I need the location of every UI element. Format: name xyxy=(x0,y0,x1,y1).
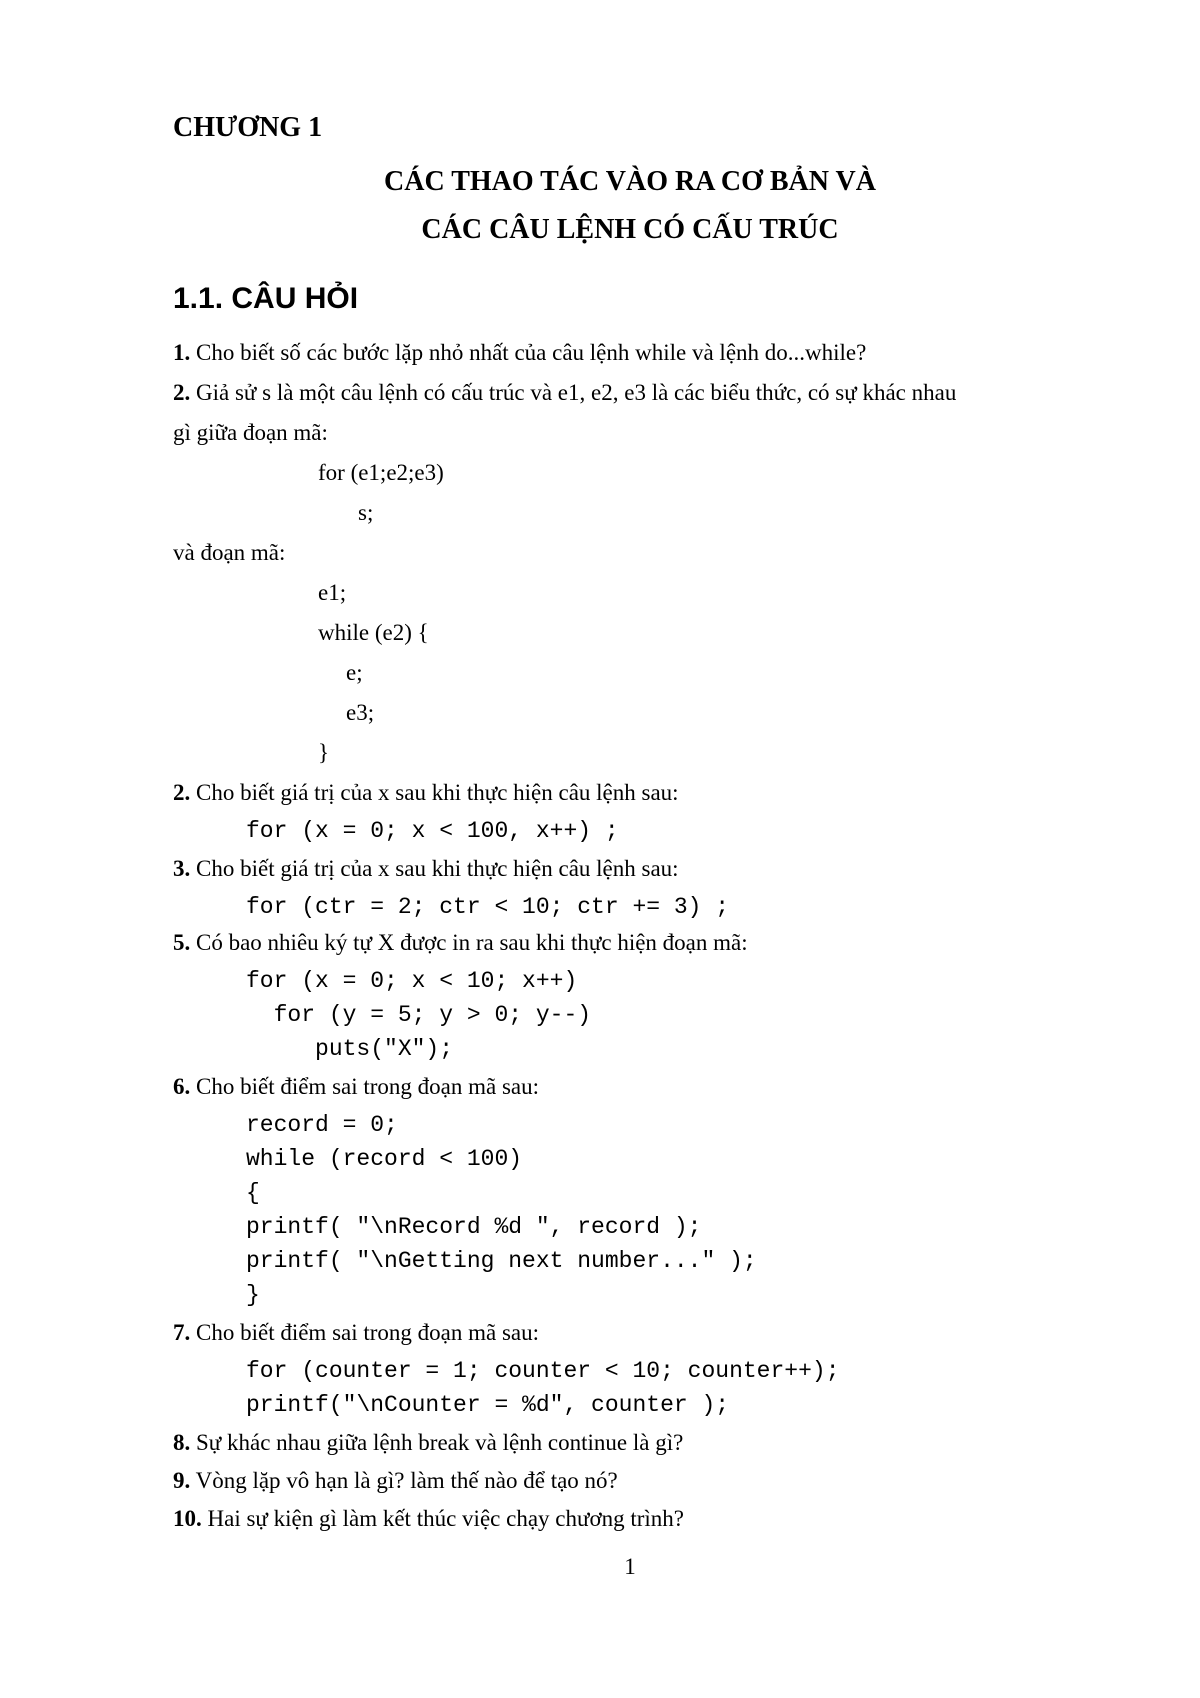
question-number: 8. xyxy=(173,1430,191,1455)
code-line: for (ctr = 2; ctr < 10; ctr += 3) ; xyxy=(246,894,730,920)
section-heading: 1.1. CÂU HỎI xyxy=(173,282,359,315)
code-line: while (record < 100) xyxy=(246,1146,523,1172)
question-text: Hai sự kiện gì làm kết thúc việc chạy chương trình? xyxy=(201,1506,685,1531)
question-2a xyxy=(173,378,956,408)
code-line: printf( "\nGetting next number..." ); xyxy=(246,1248,757,1274)
question-number: 10. xyxy=(173,1506,202,1531)
question-8 xyxy=(173,1428,683,1458)
code-line: s; xyxy=(358,500,374,525)
and-code-label: và đoạn mã: xyxy=(173,540,286,565)
question-9 xyxy=(173,1466,618,1496)
chapter-title-line-2: CÁC CÂU LỆNH CÓ CẤU TRÚC xyxy=(421,214,839,245)
question-text: Có bao nhiêu ký tự X được in ra sau khi thực hiện đoạn mã: xyxy=(190,930,748,955)
code-line: e3; xyxy=(346,700,375,725)
question-10 xyxy=(173,1504,684,1534)
code-line: while (e2) { xyxy=(318,620,429,645)
code-line: for (e1;e2;e3) xyxy=(318,460,444,485)
question-number: 1. xyxy=(173,340,191,365)
chapter-label: CHƯƠNG 1 xyxy=(173,112,323,143)
code-line: record = 0; xyxy=(246,1112,398,1138)
question-number: 7. xyxy=(173,1320,191,1345)
code-line: } xyxy=(246,1282,260,1308)
code-line: { xyxy=(246,1180,260,1206)
code-line: e1; xyxy=(318,580,347,605)
question-text: Sự khác nhau giữa lệnh break và lệnh continue là gì? xyxy=(190,1430,684,1455)
question-text: Cho biết giá trị của x sau khi thực hiện câu lệnh sau: xyxy=(190,780,679,805)
question-number: 6. xyxy=(173,1074,191,1099)
question-number: 3. xyxy=(173,856,191,881)
question-text: Cho biết điểm sai trong đoạn mã sau: xyxy=(190,1320,540,1345)
code-line: for (x = 0; x < 10; x++) xyxy=(246,968,578,994)
question-text: Cho biết số các bước lặp nhỏ nhất của câu lệnh while và lệnh do...while? xyxy=(190,340,867,365)
code-line: printf( "\nRecord %d ", record ); xyxy=(246,1214,702,1240)
question-2b xyxy=(173,778,679,808)
code-line: printf("\nCounter = %d", counter ); xyxy=(246,1392,730,1418)
code-line: for (y = 5; y > 0; y--) xyxy=(246,1002,592,1028)
question-7 xyxy=(173,1318,539,1348)
page-number: 1 xyxy=(624,1554,636,1579)
question-2a-continuation: gì giữa đoạn mã: xyxy=(173,420,328,445)
question-number: 5. xyxy=(173,930,191,955)
code-line: for (x = 0; x < 100, x++) ; xyxy=(246,818,619,844)
question-text: Cho biết điểm sai trong đoạn mã sau: xyxy=(190,1074,540,1099)
question-text: Cho biết giá trị của x sau khi thực hiện câu lệnh sau: xyxy=(190,856,679,881)
code-line: for (counter = 1; counter < 10; counter++); xyxy=(246,1358,840,1384)
question-text: Vòng lặp vô hạn là gì? làm thế nào để tạo nó? xyxy=(190,1468,618,1493)
question-5 xyxy=(173,928,748,958)
question-number: 2. xyxy=(173,780,191,805)
chapter-title-line-1: CÁC THAO TÁC VÀO RA CƠ BẢN VÀ xyxy=(384,166,876,197)
question-1 xyxy=(173,338,866,368)
question-text: Giả sử s là một câu lệnh có cấu trúc và e1, e2, e3 là các biểu thức, có sự khác nhau xyxy=(190,380,957,405)
code-line: } xyxy=(318,740,330,765)
code-line: e; xyxy=(346,660,363,685)
question-3 xyxy=(173,854,679,884)
question-6 xyxy=(173,1072,539,1102)
question-number: 2. xyxy=(173,380,191,405)
question-number: 9. xyxy=(173,1468,191,1493)
code-line: puts("X"); xyxy=(246,1036,454,1062)
